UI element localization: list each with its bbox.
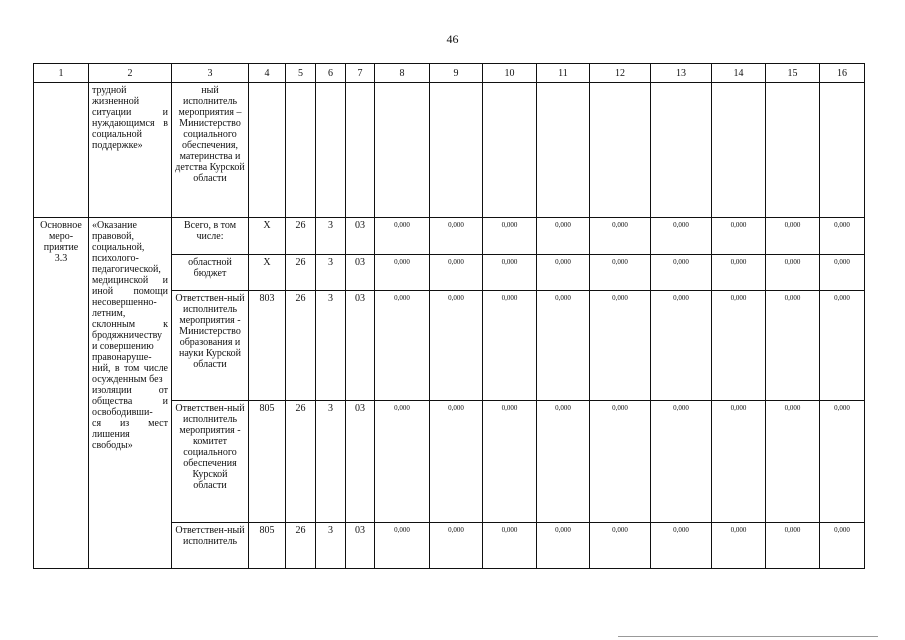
amount-cell: 0,000 (537, 291, 590, 401)
measure-title-line: «Оказание (92, 220, 137, 231)
measure-title-line: общества и (92, 396, 168, 407)
amount-cell: 0,000 (375, 218, 430, 255)
measure-title-line: медицинской и (92, 275, 168, 286)
amount-cell: 0,000 (590, 291, 651, 401)
amount-cell: 0,000 (430, 218, 483, 255)
empty-cell (346, 83, 375, 218)
amount-cell: 0,000 (820, 255, 865, 291)
amount-cell: 0,000 (766, 523, 820, 569)
column-header: 1 (34, 64, 89, 83)
amount-cell: 0,000 (590, 523, 651, 569)
column-header: 6 (316, 64, 346, 83)
header-row (34, 64, 865, 83)
column-header: 12 (590, 64, 651, 83)
rz-code: 26 (286, 291, 316, 401)
pr-code: 3 (316, 523, 346, 569)
rz-code: 26 (286, 523, 316, 569)
column-header: 10 (483, 64, 537, 83)
page-edge-line (618, 636, 878, 637)
measure-row (34, 218, 865, 255)
empty-cell (375, 83, 430, 218)
empty-cell (483, 83, 537, 218)
empty-cell (712, 83, 766, 218)
measure-title-line: ся из мест (92, 418, 168, 429)
amount-cell: 0,000 (651, 523, 712, 569)
amount-cell: 0,000 (430, 291, 483, 401)
column-header: 2 (89, 64, 172, 83)
empty-cell (537, 83, 590, 218)
column-header: 7 (346, 64, 375, 83)
amount-cell: 0,000 (766, 255, 820, 291)
continued-cell-1 (34, 83, 89, 218)
column-header: 16 (820, 64, 865, 83)
measure-title-line: правовой, (92, 231, 134, 242)
amount-cell: 0,000 (430, 255, 483, 291)
column-header: 8 (375, 64, 430, 83)
measure-title-line: несовершенно- (92, 297, 157, 308)
amount-cell: 0,000 (375, 523, 430, 569)
amount-cell: 0,000 (537, 218, 590, 255)
empty-cell (766, 83, 820, 218)
amount-cell: 0,000 (483, 291, 537, 401)
grbs-code: 805 (249, 523, 286, 569)
column-header: 5 (286, 64, 316, 83)
funding-source: Ответствен-ный исполнитель мероприятия - Министерство образования и науки Курской области (172, 291, 249, 401)
measure-title-line: социальной, (92, 242, 145, 253)
amount-cell: 0,000 (712, 218, 766, 255)
page-number: 46 (446, 32, 459, 46)
measure-title-line: изоляции от (92, 385, 168, 396)
grbs-code: 805 (249, 401, 286, 523)
measure-title-line: иной помощи (92, 286, 168, 297)
amount-cell: 0,000 (537, 523, 590, 569)
amount-cell: 0,000 (651, 255, 712, 291)
amount-cell: 0,000 (651, 218, 712, 255)
measure-label-line: 3.3 (54, 253, 68, 264)
empty-cell (590, 83, 651, 218)
continued-row (34, 83, 865, 218)
amount-cell: 0,000 (820, 291, 865, 401)
measure-title-line: склонным к (92, 319, 168, 330)
measure-title-line: педагогической, (92, 264, 161, 275)
amount-cell: 0,000 (712, 523, 766, 569)
funding-source: Ответствен-ный исполнитель мероприятия - комитет социального обеспечения Курской области (172, 401, 249, 523)
amount-cell: 0,000 (712, 401, 766, 523)
table-body (34, 64, 865, 569)
grbs-code: Х (249, 255, 286, 291)
funding-source: Всего, в том числе: (172, 218, 249, 255)
amount-cell: 0,000 (537, 401, 590, 523)
measure-label (34, 218, 89, 569)
measure-title-line: правонаруше- (92, 352, 152, 363)
column-header: 4 (249, 64, 286, 83)
empty-cell (651, 83, 712, 218)
measure-title-line: бродяжничеству (92, 330, 163, 341)
measure-label-line: Основное (40, 220, 82, 231)
empty-cell (316, 83, 346, 218)
amount-cell: 0,000 (483, 523, 537, 569)
grbs-code: 803 (249, 291, 286, 401)
csr-code: 03 (346, 255, 375, 291)
column-header: 9 (430, 64, 483, 83)
empty-cell (430, 83, 483, 218)
continued-executor-text: ный исполнитель мероприятия – Министерство социального обеспечения, материнства и детства Курской области (172, 83, 249, 218)
amount-cell: 0,000 (820, 523, 865, 569)
measure-title-line: свободы» (92, 440, 133, 451)
empty-cell (249, 83, 286, 218)
funding-source: областной бюджет (172, 255, 249, 291)
csr-code: 03 (346, 401, 375, 523)
continued-program-text: трудной жизненной ситуации и нуждающимся в социальной поддержке» (89, 83, 172, 218)
measure-title-line: ний, в том числе (92, 363, 168, 374)
amount-cell: 0,000 (430, 401, 483, 523)
column-header: 13 (651, 64, 712, 83)
amount-cell: 0,000 (820, 401, 865, 523)
amount-cell: 0,000 (590, 401, 651, 523)
amount-cell: 0,000 (483, 401, 537, 523)
amount-cell: 0,000 (483, 255, 537, 291)
measure-label-line: приятие (43, 242, 79, 253)
rz-code: 26 (286, 218, 316, 255)
measure-label-line: меро- (48, 231, 74, 242)
amount-cell: 0,000 (766, 218, 820, 255)
amount-cell: 0,000 (651, 401, 712, 523)
amount-cell: 0,000 (375, 255, 430, 291)
column-header: 15 (766, 64, 820, 83)
amount-cell: 0,000 (766, 291, 820, 401)
amount-cell: 0,000 (590, 218, 651, 255)
csr-code: 03 (346, 291, 375, 401)
amount-cell: 0,000 (820, 218, 865, 255)
amount-cell: 0,000 (375, 401, 430, 523)
amount-cell: 0,000 (375, 291, 430, 401)
measure-title-line: летним, (92, 308, 126, 319)
measure-title-line: освободивши- (92, 407, 153, 418)
amount-cell: 0,000 (537, 255, 590, 291)
rz-code: 26 (286, 401, 316, 523)
measure-title-line: и совершению (92, 341, 154, 352)
pr-code: 3 (316, 401, 346, 523)
column-header: 3 (172, 64, 249, 83)
amount-cell: 0,000 (712, 291, 766, 401)
amount-cell: 0,000 (651, 291, 712, 401)
amount-cell: 0,000 (590, 255, 651, 291)
column-header: 14 (712, 64, 766, 83)
grbs-code: Х (249, 218, 286, 255)
amount-cell: 0,000 (712, 255, 766, 291)
csr-code: 03 (346, 218, 375, 255)
measure-title-line: лишения (92, 429, 130, 440)
pr-code: 3 (316, 218, 346, 255)
budget-table (33, 63, 865, 569)
pr-code: 3 (316, 255, 346, 291)
empty-cell (286, 83, 316, 218)
amount-cell: 0,000 (483, 218, 537, 255)
measure-title-line: осужденным без (92, 374, 163, 385)
amount-cell: 0,000 (766, 401, 820, 523)
rz-code: 26 (286, 255, 316, 291)
amount-cell: 0,000 (430, 523, 483, 569)
column-header: 11 (537, 64, 590, 83)
measure-title-line: психолого- (92, 253, 139, 264)
empty-cell (820, 83, 865, 218)
measure-title (89, 218, 172, 569)
funding-source: Ответствен-ный исполнитель (172, 523, 249, 569)
pr-code: 3 (316, 291, 346, 401)
csr-code: 03 (346, 523, 375, 569)
